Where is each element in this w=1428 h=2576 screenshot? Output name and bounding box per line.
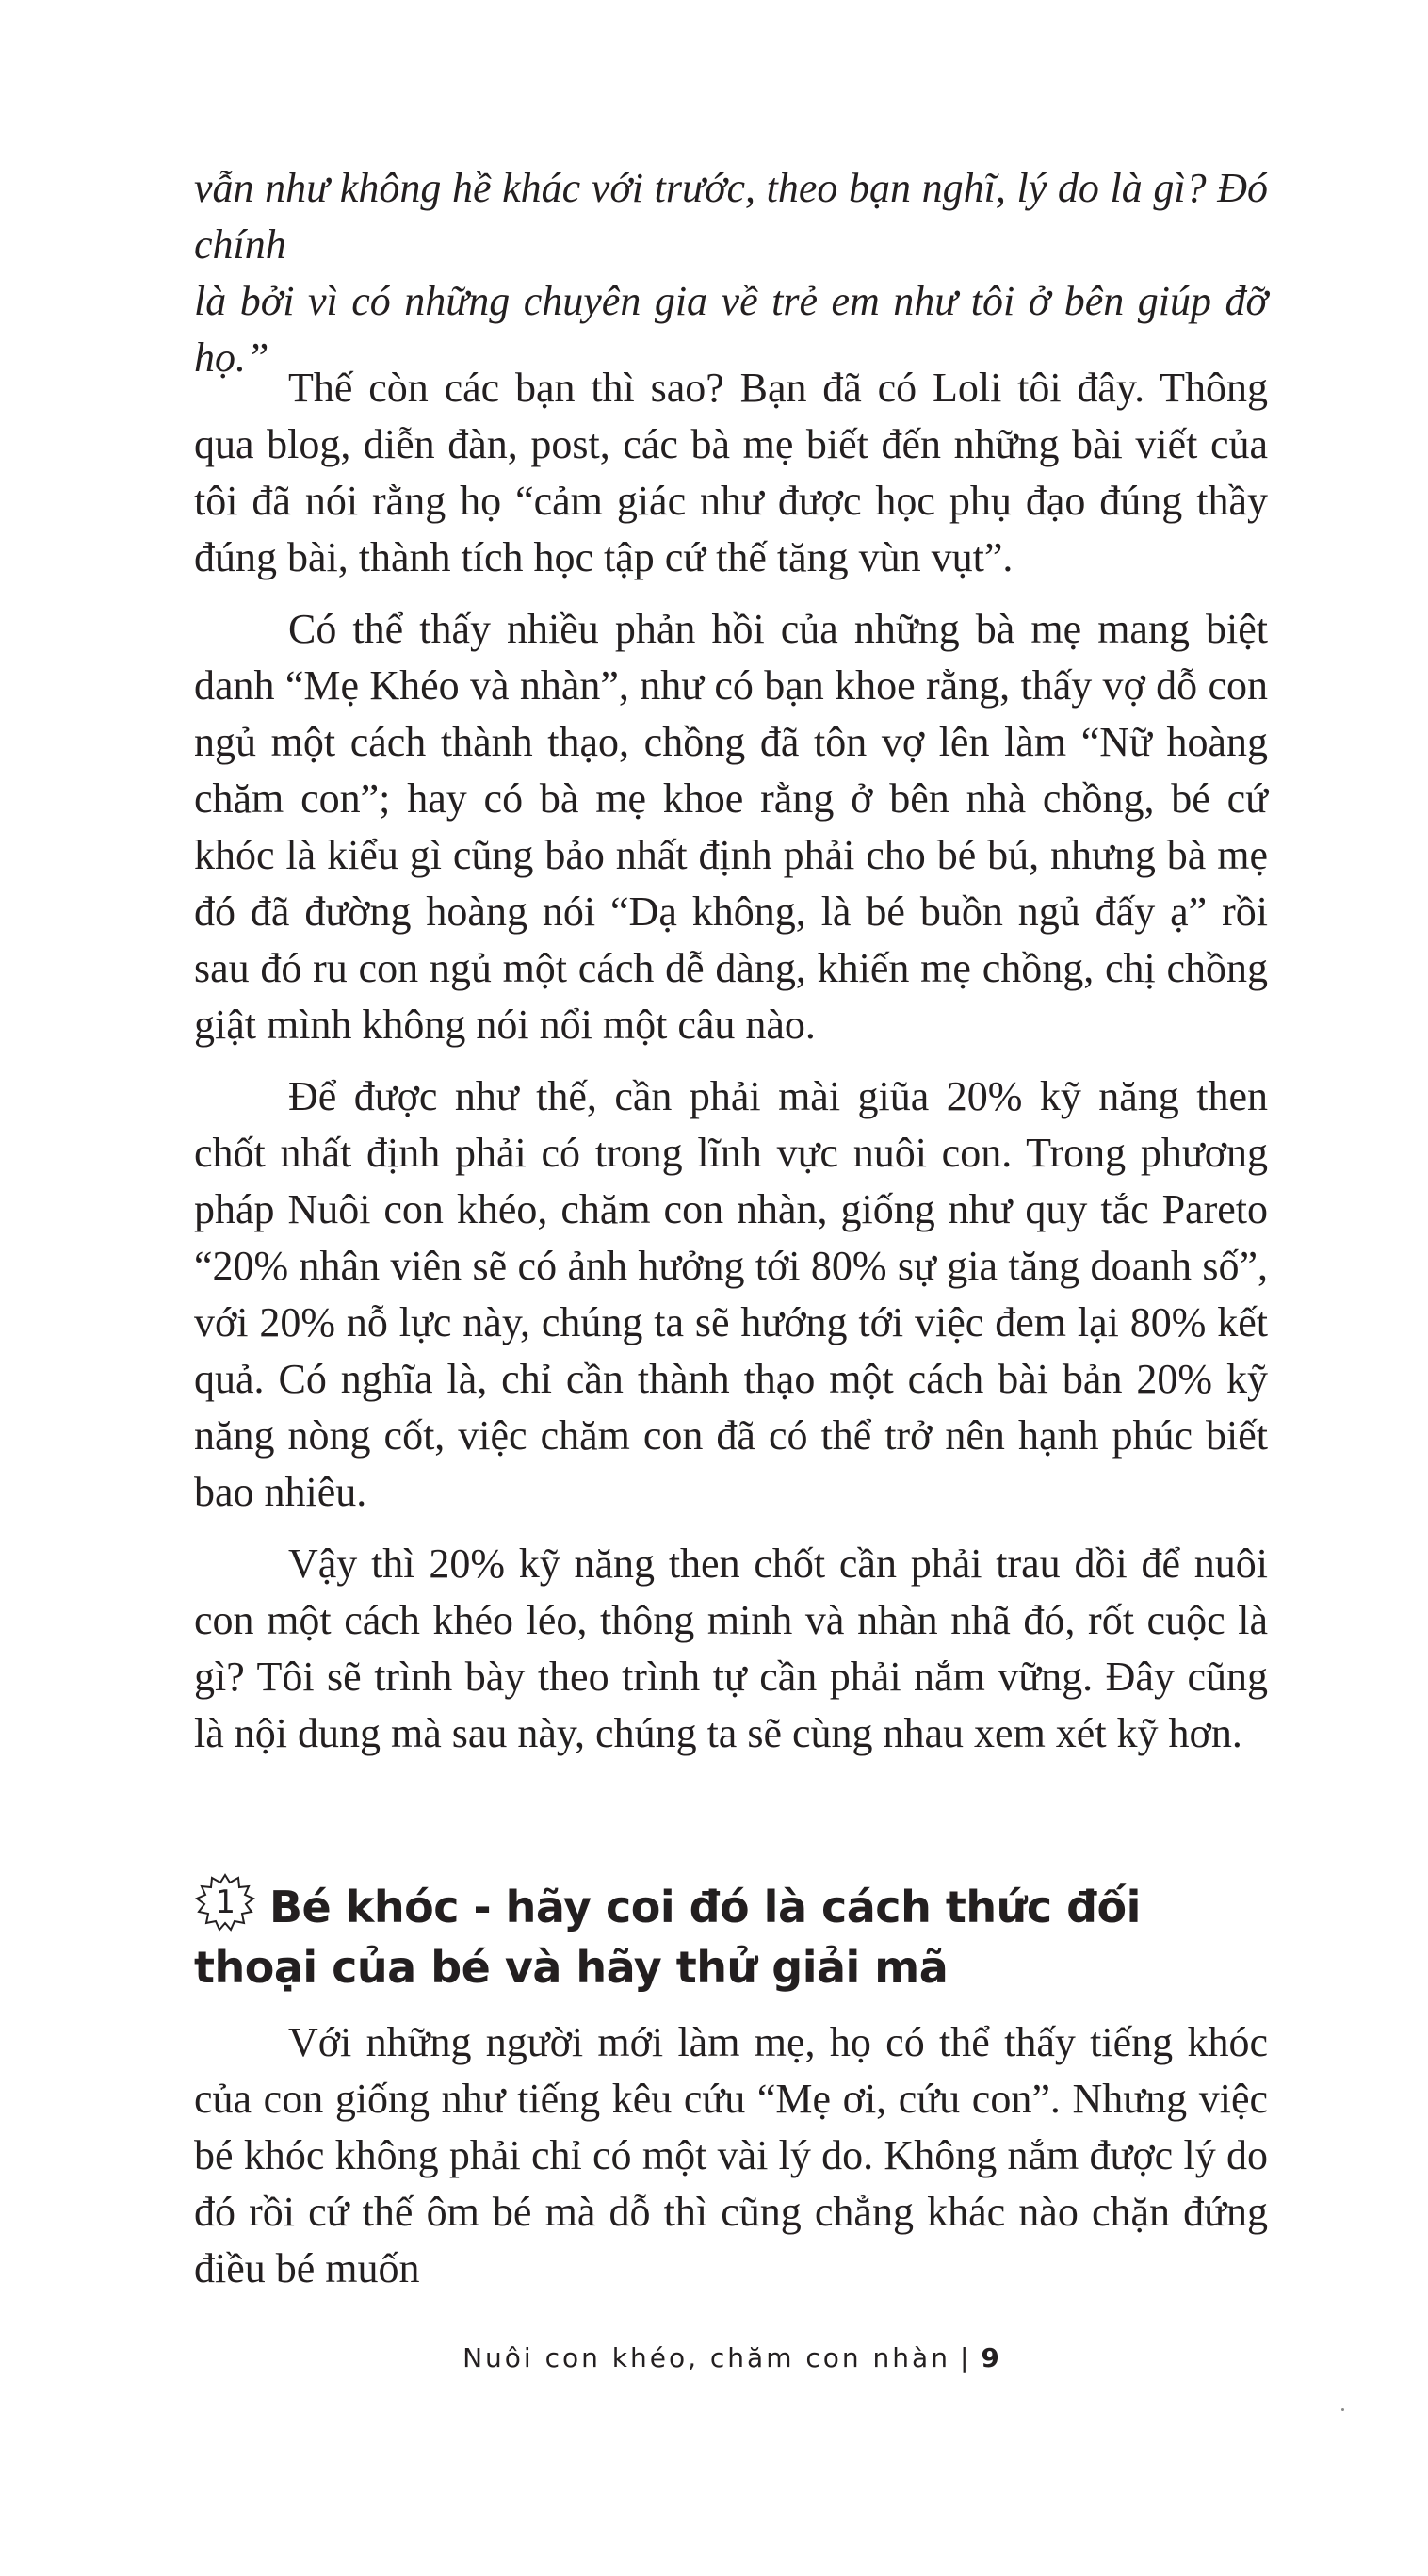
paragraph: Thế còn các bạn thì sao? Bạn đã có Loli tôi đây. Thông qua blog, diễn đàn, post, các bà mẹ biết đến những bài viết của tôi đã nói rằng họ “cảm giác như được học phụ đạo đúng thầy đúng bài, thành tích học tập cứ thế tăng vùn vụt”. (194, 365, 1268, 580)
section-title: Bé khóc - hãy coi đó là cách thức đối thoại của bé và hãy thử giải mã (194, 1882, 1141, 1993)
paragraph: Để được như thế, cần phải mài giũa 20% kỹ năng then chốt nhất định phải có trong lĩnh vực nuôi con. Trong phương pháp Nuôi con khéo, chăm con nhàn, giống như quy tắc Pareto “20% nhân viên sẽ có ảnh hưởng tới 80% sự gia tăng doanh số”, với 20% nỗ lực này, chúng ta sẽ hướng tới việc đem lại 80% kết quả. Có nghĩa là, chỉ cần thành thạo một cách bài bản 20% kỹ năng nòng cốt, việc chăm con đã có thể trở nên hạnh phúc biết bao nhiêu. (194, 1073, 1268, 1515)
quote-line: vẫn như không hề khác với trước, theo bạn nghĩ, lý do là gì? Đó chính (194, 165, 1268, 268)
body-text (194, 360, 1268, 1777)
page-footer (194, 2342, 1268, 2373)
section-number: 1 (215, 1883, 235, 1921)
paper-speck (1341, 2408, 1344, 2411)
paragraph: Với những người mới làm mẹ, họ có thể thấy tiếng khóc của con giống như tiếng kêu cứu “Mẹ ơi, cứu con”. Nhưng việc bé khóc không phải chỉ có một vài lý do. Không nắm được lý do đó rồi cứ thế ôm bé mà dỗ thì cũng chẳng khác nào chặn đứng điều bé muốn (194, 2019, 1268, 2291)
paragraph: Vậy thì 20% kỹ năng then chốt cần phải trau dồi để nuôi con một cách khéo léo, thông minh và nhàn nhã đó, rốt cuộc là gì? Tôi sẽ trình bày theo trình tự cần phải nắm vững. Đây cũng là nội dung mà sau này, chúng ta sẽ cùng nhau xem xét kỹ hơn. (194, 1541, 1268, 1756)
page-number: 9 (981, 2342, 999, 2373)
quote-line: là bởi vì có những chuyên gia về trẻ em như tôi ở bên giúp đỡ họ.” (194, 278, 1268, 381)
running-title: Nuôi con khéo, chăm con nhàn (462, 2342, 950, 2373)
closing-quote (194, 160, 1268, 386)
section-heading (194, 1873, 1268, 1997)
footer-separator: | (959, 2342, 972, 2373)
paragraph: Có thể thấy nhiều phản hồi của những bà mẹ mang biệt danh “Mẹ Khéo và nhàn”, như có bạn khoe rằng, thấy vợ dỗ con ngủ một cách thành thạo, chồng đã tôn vợ lên làm “Nữ hoàng chăm con”; hay có bà mẹ khoe rằng ở bên nhà chồng, bé cứ khóc là kiểu gì cũng bảo nhất định phải cho bé bú, nhưng bà mẹ đó đã đường hoàng nói “Dạ không, là bé buồn ngủ đấy ạ” rồi sau đó ru con ngủ một cách dễ dàng, khiến mẹ chồng, chị chồng giật mình không nói nổi một câu nào. (194, 606, 1268, 1048)
star-badge-icon (194, 1873, 256, 1932)
section-body-text (194, 2014, 1268, 2312)
